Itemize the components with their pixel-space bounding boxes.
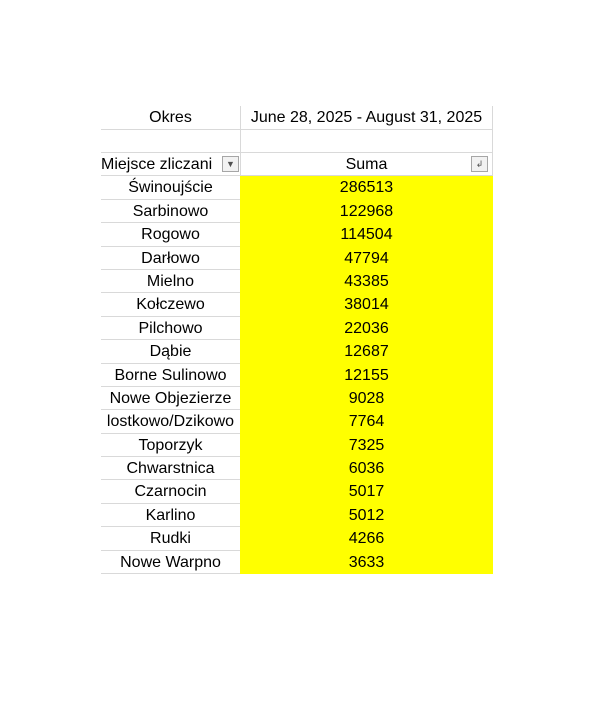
location-cell[interactable]: Toporzyk [101, 434, 240, 457]
sum-cell[interactable]: 4266 [240, 527, 493, 550]
column-header-row [101, 153, 493, 176]
table-row [101, 247, 493, 270]
blank-row [101, 130, 493, 153]
sort-descending-icon[interactable]: ↲ [471, 156, 488, 172]
location-cell[interactable]: Czarnocin [101, 480, 240, 503]
period-label[interactable]: Okres [101, 106, 240, 130]
location-header[interactable] [101, 153, 240, 176]
location-cell[interactable]: Rudki [101, 527, 240, 550]
location-header-label: Miejsce zliczani [101, 156, 213, 173]
blank-cell[interactable] [101, 130, 240, 153]
pivot-table [101, 106, 493, 574]
sum-cell[interactable]: 38014 [240, 293, 493, 316]
table-row [101, 176, 493, 199]
table-row [101, 317, 493, 340]
sum-cell[interactable]: 114504 [240, 223, 493, 246]
sum-cell[interactable]: 47794 [240, 247, 493, 270]
location-cell[interactable]: Mielno [101, 270, 240, 293]
sum-cell[interactable]: 7764 [240, 410, 493, 433]
location-cell[interactable]: Darłowo [101, 247, 240, 270]
sum-cell[interactable]: 6036 [240, 457, 493, 480]
location-cell[interactable]: Kołczewo [101, 293, 240, 316]
table-row [101, 387, 493, 410]
location-cell[interactable]: lostkowo/Dzikowo [101, 410, 240, 433]
table-row [101, 364, 493, 387]
table-row [101, 527, 493, 550]
table-row [101, 410, 493, 433]
sum-cell[interactable]: 5012 [240, 504, 493, 527]
sum-header-label: Suma [345, 156, 388, 173]
dropdown-arrow-icon[interactable]: ▼ [222, 156, 239, 172]
table-row [101, 457, 493, 480]
location-cell[interactable]: Dąbie [101, 340, 240, 363]
table-row [101, 340, 493, 363]
location-cell[interactable]: Nowe Warpno [101, 551, 240, 574]
sum-cell[interactable]: 7325 [240, 434, 493, 457]
sum-header[interactable] [240, 153, 493, 176]
sum-cell[interactable]: 122968 [240, 200, 493, 223]
sum-cell[interactable]: 43385 [240, 270, 493, 293]
location-cell[interactable]: Nowe Objezierze [101, 387, 240, 410]
data-rows [101, 176, 493, 574]
sum-cell[interactable]: 5017 [240, 480, 493, 503]
sum-cell[interactable]: 12687 [240, 340, 493, 363]
location-cell[interactable]: Świnoujście [101, 176, 240, 199]
table-row [101, 200, 493, 223]
table-row [101, 504, 493, 527]
sum-cell[interactable]: 9028 [240, 387, 493, 410]
location-cell[interactable]: Chwarstnica [101, 457, 240, 480]
location-cell[interactable]: Karlino [101, 504, 240, 527]
table-row [101, 551, 493, 574]
sum-cell[interactable]: 3633 [240, 551, 493, 574]
period-row [101, 106, 493, 130]
location-cell[interactable]: Pilchowo [101, 317, 240, 340]
location-cell[interactable]: Borne Sulinowo [101, 364, 240, 387]
table-row [101, 480, 493, 503]
location-cell[interactable]: Sarbinowo [101, 200, 240, 223]
table-row [101, 270, 493, 293]
sum-cell[interactable]: 22036 [240, 317, 493, 340]
period-value[interactable]: June 28, 2025 - August 31, 2025 [240, 106, 493, 130]
blank-cell[interactable] [240, 130, 493, 153]
table-row [101, 293, 493, 316]
table-row [101, 223, 493, 246]
table-row [101, 434, 493, 457]
sum-cell[interactable]: 286513 [240, 176, 493, 199]
sum-cell[interactable]: 12155 [240, 364, 493, 387]
location-cell[interactable]: Rogowo [101, 223, 240, 246]
